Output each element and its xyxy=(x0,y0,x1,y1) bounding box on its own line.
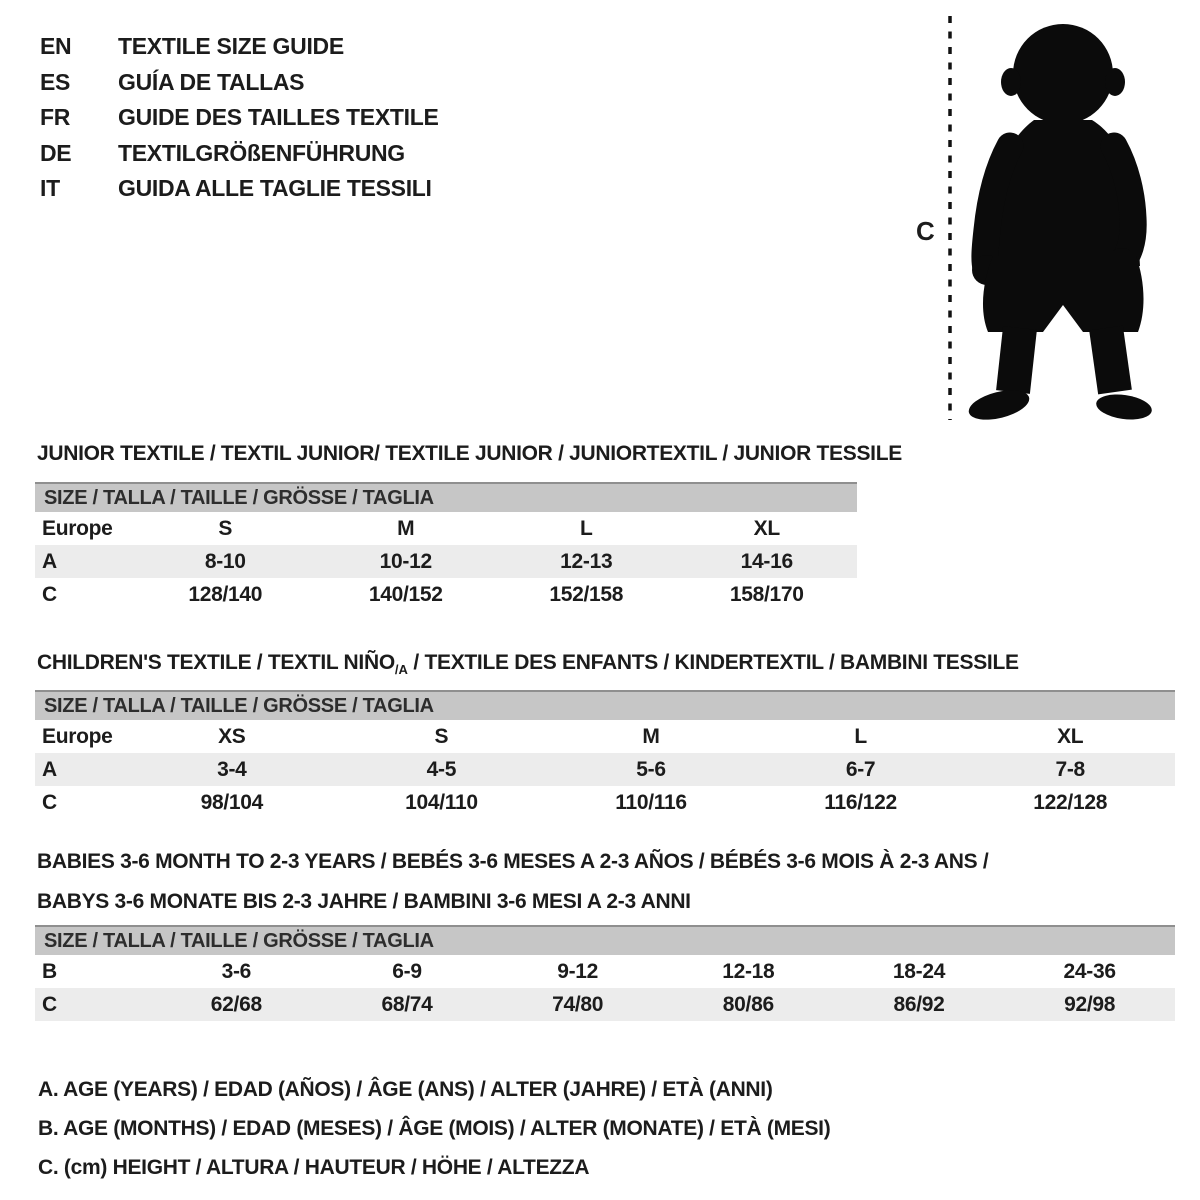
table-cell: 3-6 xyxy=(221,959,252,983)
language-title: TEXTILE SIZE GUIDE xyxy=(118,33,344,60)
table-cell: XL xyxy=(1057,724,1084,748)
table-row-a xyxy=(35,545,857,578)
table-cell: 6-7 xyxy=(845,757,876,781)
table-cell: 12-18 xyxy=(722,959,775,983)
size-table-babies xyxy=(35,925,1175,1021)
table-cell: M xyxy=(642,724,660,748)
table-cell: 80/86 xyxy=(722,992,774,1016)
language-code: ES xyxy=(40,68,71,95)
table-cell: 128/140 xyxy=(188,582,263,606)
table-cell: 3-4 xyxy=(217,757,247,781)
section-title-line: JUNIOR TEXTILE / TEXTIL JUNIOR/ TEXTILE JUNIOR / JUNIORTEXTIL / JUNIOR TESSILE xyxy=(37,442,902,465)
table-cell: 110/116 xyxy=(615,790,687,814)
row-label: C xyxy=(42,992,57,1016)
table-cell: 92/98 xyxy=(1064,992,1116,1016)
row-label: Europe xyxy=(42,724,113,748)
legend-line-b: B. AGE (MONTHS) / EDAD (MESES) / ÂGE (MOIS) / ALTER (MONATE) / ETÀ (MESI) xyxy=(38,1117,831,1140)
table-row-a xyxy=(35,753,1175,786)
size-table-header: SIZE / TALLA / TAILLE / GRÖSSE / TAGLIA xyxy=(35,690,1175,720)
legend-line-a: A. AGE (YEARS) / EDAD (AÑOS) / ÂGE (ANS) / ALTER (JAHRE) / ETÀ (ANNI) xyxy=(38,1078,773,1101)
row-label: A xyxy=(42,757,57,781)
table-cell: 12-13 xyxy=(560,549,613,573)
language-title: GUÍA DE TALLAS xyxy=(118,68,305,95)
table-cell: 6-9 xyxy=(392,959,422,983)
language-row xyxy=(40,65,439,101)
table-cell: 62/68 xyxy=(210,992,262,1016)
row-label: B xyxy=(42,959,57,983)
language-list xyxy=(40,29,439,207)
table-cell: XS xyxy=(218,724,246,748)
baby-silhouette-icon xyxy=(966,24,1154,425)
language-title: TEXTILGRÖßENFÜHRUNG xyxy=(118,139,405,166)
size-table-header: SIZE / TALLA / TAILLE / GRÖSSE / TAGLIA xyxy=(35,925,1175,955)
table-cell: 104/110 xyxy=(405,790,478,814)
table-cell: 10-12 xyxy=(379,549,432,573)
language-title: GUIDA ALLE TAGLIE TESSILI xyxy=(118,175,432,202)
section-title-junior xyxy=(37,434,902,474)
table-cell: 8-10 xyxy=(204,549,246,573)
row-label: A xyxy=(42,549,57,573)
table-cell: 140/152 xyxy=(368,582,443,606)
table-cell: 14-16 xyxy=(740,549,793,573)
table-cell: M xyxy=(397,516,415,540)
language-code: DE xyxy=(40,139,72,166)
table-cell: 152/158 xyxy=(549,582,624,606)
table-cell: L xyxy=(579,516,593,540)
language-title: GUIDE DES TAILLES TEXTILE xyxy=(118,104,439,131)
table-cell: 158/170 xyxy=(729,582,804,606)
row-label: C xyxy=(42,582,57,606)
table-cell: 24-36 xyxy=(1063,959,1116,983)
language-code: EN xyxy=(40,33,72,60)
table-cell: 7-8 xyxy=(1055,757,1085,781)
table-cell: 9-12 xyxy=(557,959,599,983)
table-cell: 5-6 xyxy=(636,757,666,781)
measurement-legend xyxy=(38,1070,830,1187)
table-cell: S xyxy=(434,724,449,748)
language-code: IT xyxy=(40,175,60,202)
section-title-line: CHILDREN'S TEXTILE / TEXTIL $NIÑO^{/A}$ / TEXTILE DES ENFANTS / KINDERTEXTIL / BAMBINI TESSILE xyxy=(37,651,1019,678)
table-cell: 18-24 xyxy=(892,959,946,983)
table-cell: 4-5 xyxy=(426,757,457,781)
language-row xyxy=(40,100,439,136)
section-title-children xyxy=(37,643,1019,690)
table-cell: 122/128 xyxy=(1033,790,1108,814)
size-table-junior xyxy=(35,482,857,611)
table-row-europe xyxy=(35,512,857,545)
language-code: FR xyxy=(40,104,71,131)
language-row xyxy=(40,171,439,207)
table-row-c xyxy=(35,578,857,611)
table-row-c xyxy=(35,786,1175,819)
section-title-babies xyxy=(37,842,988,922)
table-cell: 74/80 xyxy=(552,992,604,1016)
table-cell: 86/92 xyxy=(893,992,945,1016)
table-cell: XL xyxy=(753,516,780,540)
row-label: Europe xyxy=(42,516,113,540)
size-table-header: SIZE / TALLA / TAILLE / GRÖSSE / TAGLIA xyxy=(35,482,857,512)
table-row-c xyxy=(35,988,1175,1021)
table-cell: 68/74 xyxy=(381,992,433,1016)
legend-line-c: C. (cm) HEIGHT / ALTURA / HAUTEUR / HÖHE / ALTEZZA xyxy=(38,1156,590,1179)
table-row-b xyxy=(35,955,1175,988)
table-cell: S xyxy=(218,516,233,540)
baby-silhouette-figure xyxy=(900,8,1170,428)
table-cell: L xyxy=(854,724,867,748)
height-measure-label: C xyxy=(916,216,935,246)
table-row-europe xyxy=(35,720,1175,753)
language-row xyxy=(40,29,439,65)
section-title-line: BABIES 3-6 MONTH TO 2-3 YEARS / BEBÉS 3-6 MESES A 2-3 AÑOS / BÉBÉS 3-6 MOIS À 2-3 ANS / xyxy=(37,850,989,873)
table-cell: 116/122 xyxy=(824,790,897,814)
size-table-children xyxy=(35,690,1175,819)
language-row xyxy=(40,136,439,172)
row-label: C xyxy=(42,790,57,814)
table-cell: 98/104 xyxy=(200,790,264,814)
section-title-line: BABYS 3-6 MONATE BIS 2-3 JAHRE / BAMBINI 3-6 MESI A 2-3 ANNI xyxy=(37,890,691,913)
